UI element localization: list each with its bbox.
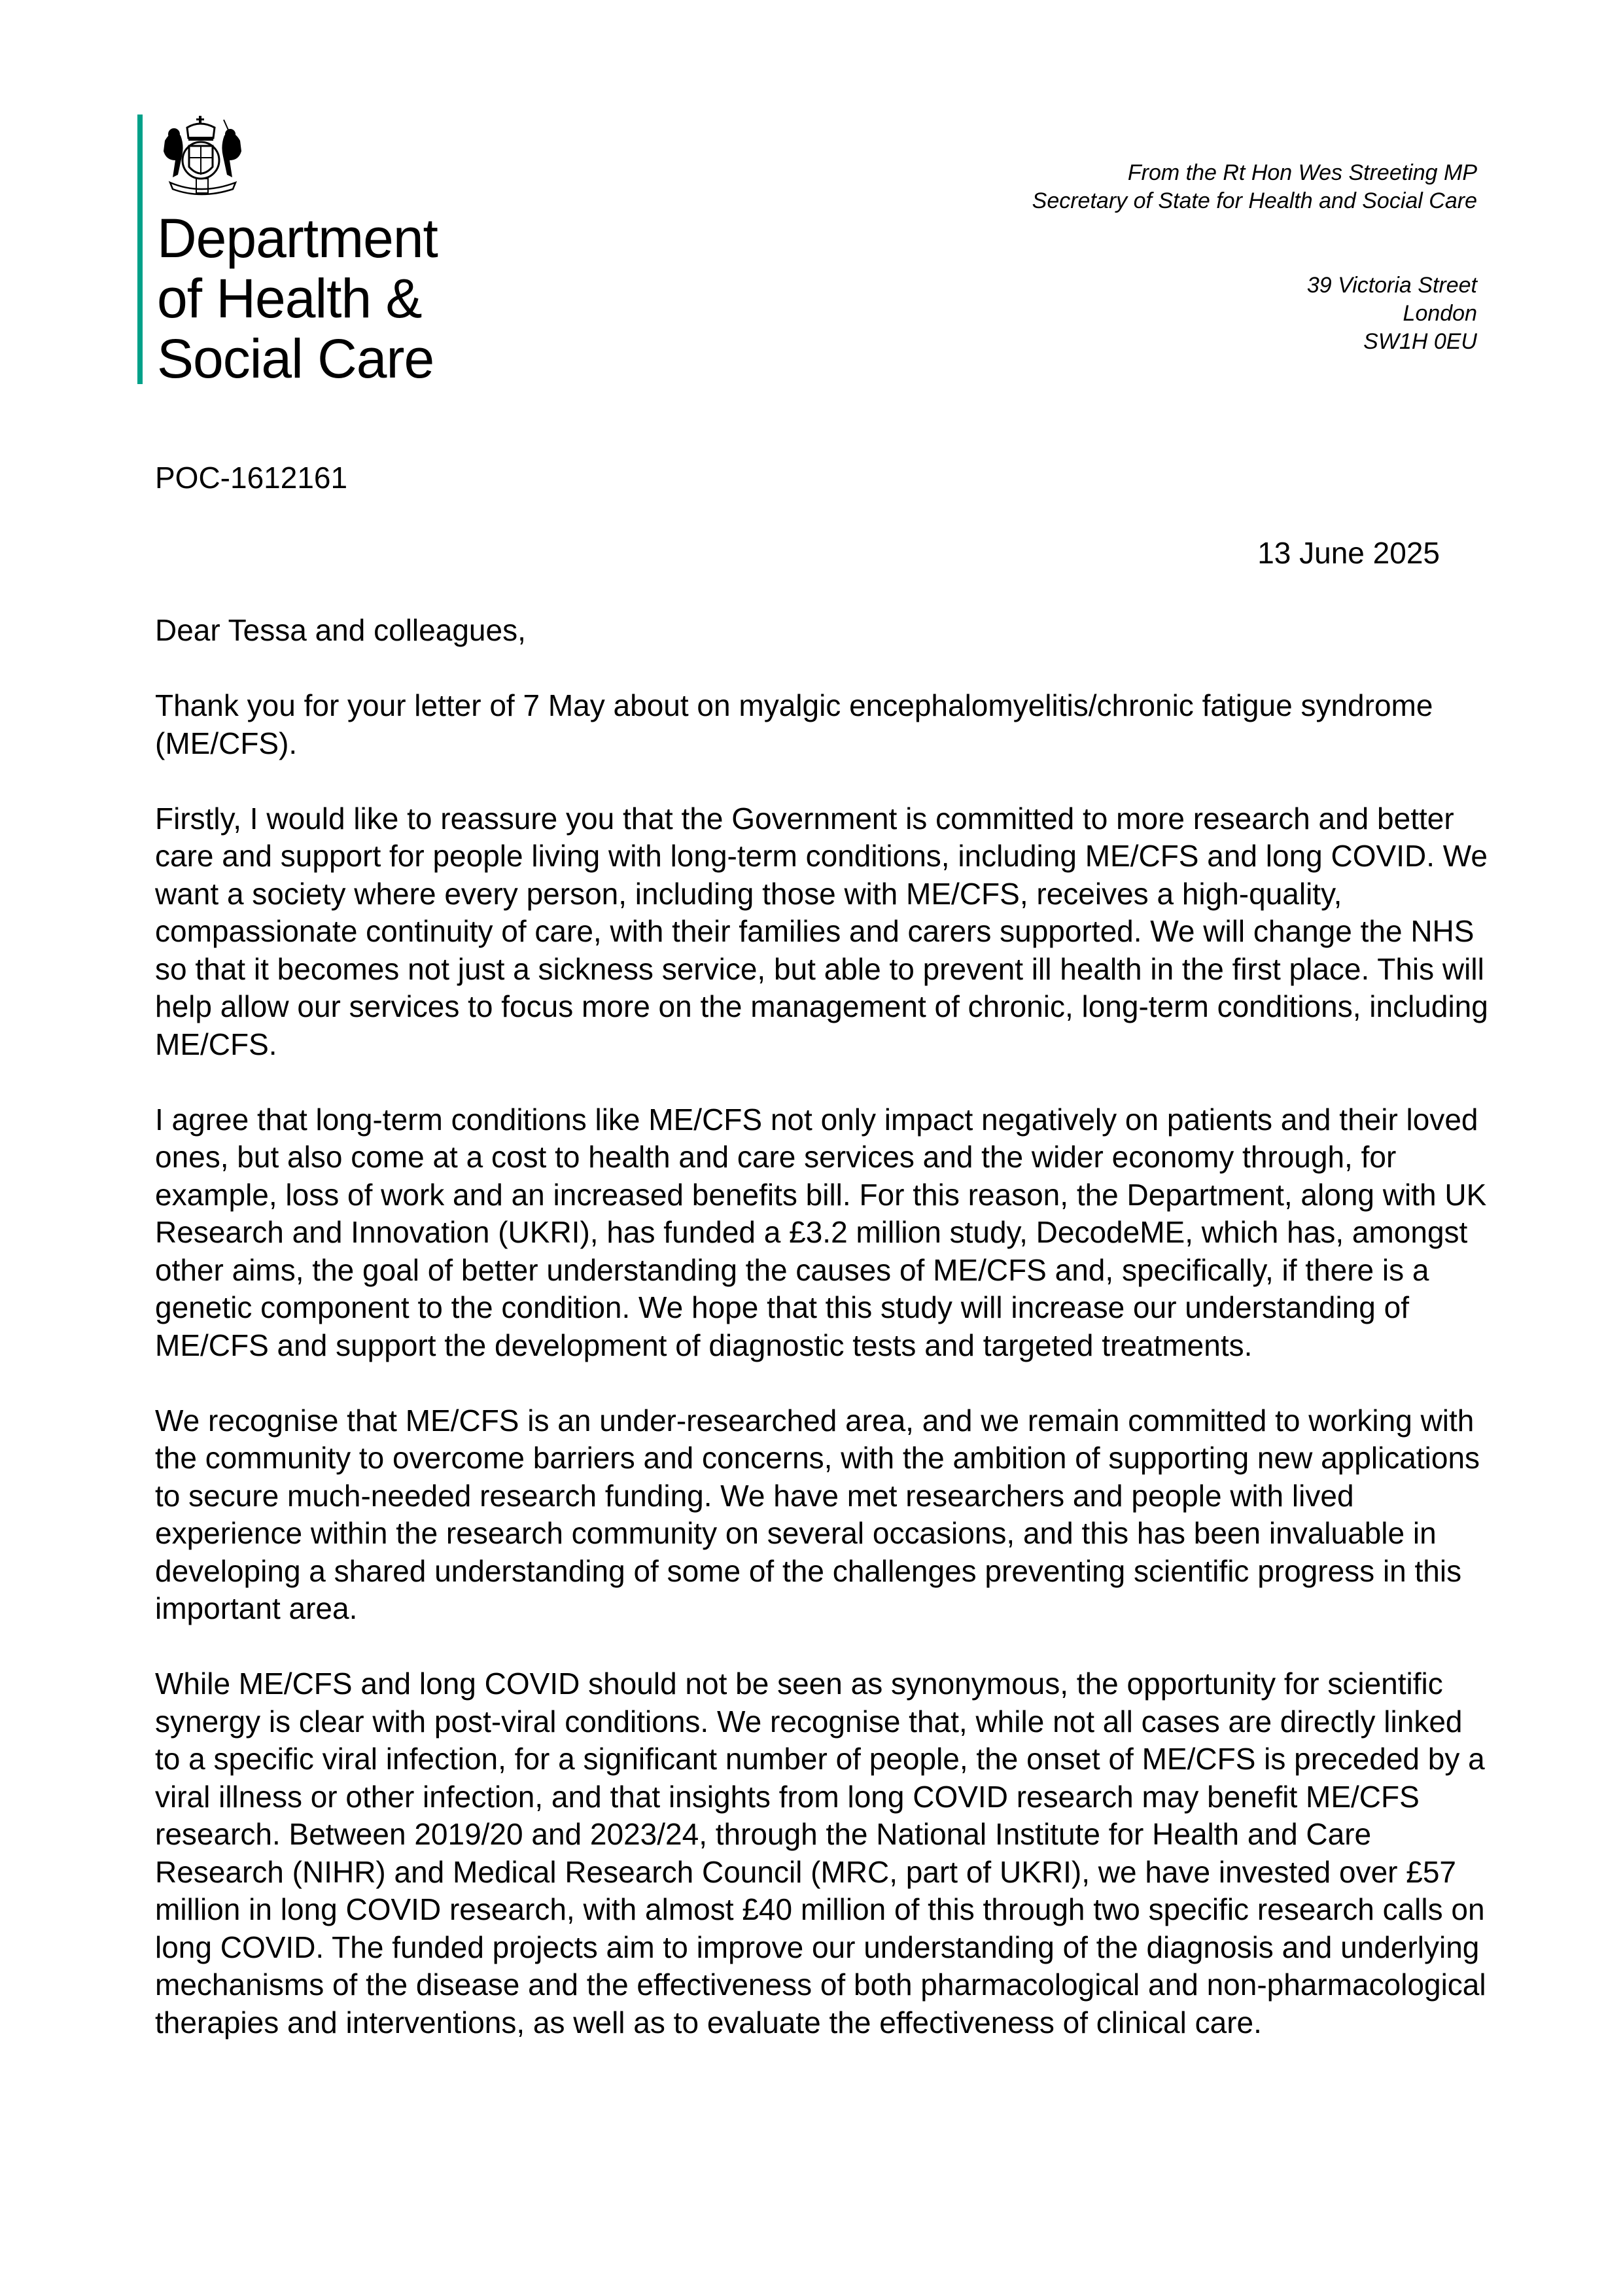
body-paragraph: Thank you for your letter of 7 May about on myalgic encephalomyelitis/chronic fatigue syndrome (ME/CFS). [155,688,1433,760]
department-logo-line: of Health & [157,268,422,329]
body-paragraph: We recognise that ME/CFS is an under-researched area, and we remain committed to working with the community to overcome barriers and concerns, with the ambition of supporting new applications to secure much-needed research funding. We have met researchers and people with lived experience within the research community on several occasions, and this has been invaluable in developing a shared understanding of some of the challenges preventing scientific progress in this important area. [155,1403,1480,1625]
letter-date: 13 June 2025 [1257,536,1440,570]
sender-block [1032,159,1477,215]
department-logo-line: Department [157,207,438,269]
reference-number: POC-1612161 [155,461,348,495]
department-logo-line: Social Care [157,328,434,389]
body-paragraph: While ME/CFS and long COVID should not be seen as synonymous, the opportunity for scientific synergy is clear with post-viral conditions. We recognise that, while not all cases are directly linked to a specific viral infection, for a significant number of people, the onset of ME/CFS is preceded by a viral illness or other infection, and that insights from long COVID research may benefit ME/CFS research. Between 2019/20 and 2023/24, through the National Institute for Health and Care Research (NIHR) and Medical Research Council (MRC, part of UKRI), we have invested over £57 million in long COVID research, with almost £40 million of this through two specific research calls on long COVID. The funded projects aim to improve our understanding of the diagnosis and underlying mechanisms of the disease and the effectiveness of both pharmacological and non-pharmacological therapies and interventions, as well as to evaluate the effectiveness of clinical care. [155,1667,1486,2040]
body-paragraph: Firstly, I would like to reassure you that the Government is committed to more research and better care and support for people living with long-term conditions, including ME/CFS and long COVID. We want a society where every person, including those with ME/CFS, receives a high-quality, compassionate continuity of care, with their families and carers supported. We will change the NHS so that it becomes not just a sickness service, but able to prevent ill health in the first place. This will help allow our services to focus more on the management of chronic, long-term conditions, including ME/CFS. [155,801,1488,1061]
address-postcode: SW1H 0EU [1363,329,1477,354]
sender-title: Secretary of State for Health and Social Care [1032,188,1477,213]
address-street: 39 Victoria Street [1306,273,1477,298]
salutation: Dear Tessa and colleagues, [155,613,526,647]
royal-coat-of-arms-icon [158,115,247,198]
letter-body [155,612,1490,2079]
body-paragraph: I agree that long-term conditions like ME/CFS not only impact negatively on patients and their loved ones, but also come at a cost to health and care services and the wider economy through, for example, loss of work and an increased benefits bill. For this reason, the Department, along with UK Research and Innovation (UKRI), has funded a £3.2 million study, DecodeME, which has, amongst other aims, the goal of better understanding the causes of ME/CFS and, specifically, if there is a genetic component to the condition. We hope that this study will increase our understanding of ME/CFS and support the development of diagnostic tests and targeted treatments. [155,1102,1487,1362]
sender-name: From the Rt Hon Wes Streeting MP [1127,160,1477,185]
address-city: London [1403,301,1477,326]
brand-accent-bar [137,115,143,384]
address-block [1307,272,1477,356]
department-logo-text [157,208,438,389]
